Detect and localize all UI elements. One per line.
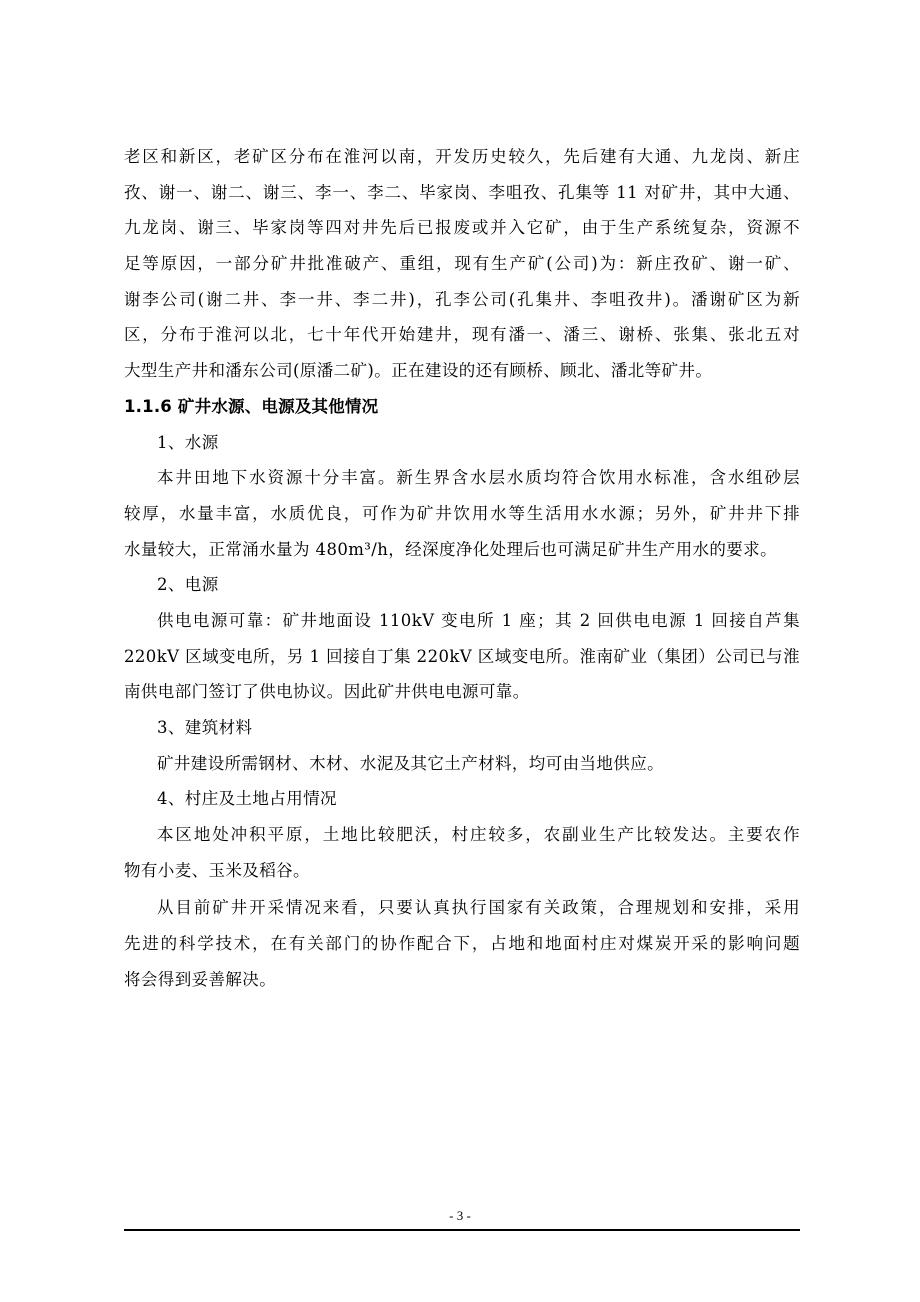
text-line: 水量较大，正常涌水量为 480m³/h，经深度净化处理后也可满足矿井生产用水的要求。 — [124, 539, 777, 559]
paragraph-land — [124, 817, 800, 888]
text-line: 矿井建设所需钢材、木材、水泥及其它土产材料，均可由当地供应。 — [157, 753, 664, 773]
subsection-title-water: 1、水源 — [157, 432, 219, 452]
text-line: 谢李公司(谢二井、李一井、李二井)，孔李公司(孔集井、李咀孜井)。潘谢矿区为新 — [124, 289, 800, 309]
paragraph-conclusion — [124, 890, 800, 997]
paragraph-materials — [124, 746, 800, 782]
subsection-title-materials: 3、建筑材料 — [157, 718, 253, 737]
text-line: 物有小麦、玉米及稻谷。 — [124, 860, 310, 880]
text-line: 本区地处冲积平原，土地比较肥沃，村庄较多，农副业生产比较发达。主要农作 — [157, 825, 800, 845]
subsection-title-power: 2、电源 — [157, 575, 219, 595]
text-line: 区，分布于淮河以北，七十年代开始建井，现有潘一、潘三、谢桥、张集、张北五对 — [124, 325, 800, 345]
document-body — [124, 139, 800, 998]
text-line: 先进的科学技术，在有关部门的协作配合下，占地和地面村庄对煤炭开采的影响问题 — [124, 934, 800, 954]
text-line: 本井田地下水资源十分丰富。新生界含水层水质均符合饮用水标准，含水组砂层 — [157, 468, 800, 488]
page-number: - 3 - — [449, 1208, 471, 1223]
text-line: 供电电源可靠：矿井地面设 110kV 变电所 1 座；其 2 回供电电源 1 回接自芦集 — [157, 610, 800, 630]
text-line: 老区和新区，老矿区分布在淮河以南，开发历史较久，先后建有大通、九龙岗、新庄 — [124, 147, 800, 166]
text-line: 大型生产井和潘东公司(原潘二矿)。正在建设的还有顾桥、顾北、潘北等矿井。 — [124, 361, 713, 381]
text-line: 220kV 区域变电所，另 1 回接自丁集 220kV 区域变电所。淮南矿业（集团）公司已与淮 — [124, 646, 800, 666]
paragraph-mining-areas — [124, 139, 800, 389]
section-heading: 1.1.6 矿井水源、电源及其他情况 — [124, 396, 379, 416]
text-line: 南供电部门签订了供电协议。因此矿井供电电源可靠。 — [124, 682, 530, 702]
subsection-title-land: 4、村庄及土地占用情况 — [157, 789, 337, 809]
text-line: 足等原因，一部分矿井批准破产、重组，现有生产矿(公司)为：新庄孜矿、谢一矿、 — [124, 254, 800, 274]
text-line: 从目前矿井开采情况来看，只要认真执行国家有关政策，合理规划和安排，采用 — [157, 898, 800, 918]
text-line: 较厚，水量丰富，水质优良，可作为矿井饮用水等生活用水水源；另外，矿井井下排 — [124, 503, 800, 523]
text-line: 九龙岗、谢三、毕家岗等四对井先后已报废或并入它矿，由于生产系统复杂，资源不 — [124, 218, 800, 238]
paragraph-water — [124, 460, 800, 567]
footer-rule — [124, 1229, 800, 1231]
text-line: 孜、谢一、谢二、谢三、李一、李二、毕家岗、李咀孜、孔集等 11 对矿井，其中大通、 — [124, 182, 800, 202]
text-line: 将会得到妥善解决。 — [124, 969, 277, 989]
paragraph-power — [124, 603, 800, 710]
